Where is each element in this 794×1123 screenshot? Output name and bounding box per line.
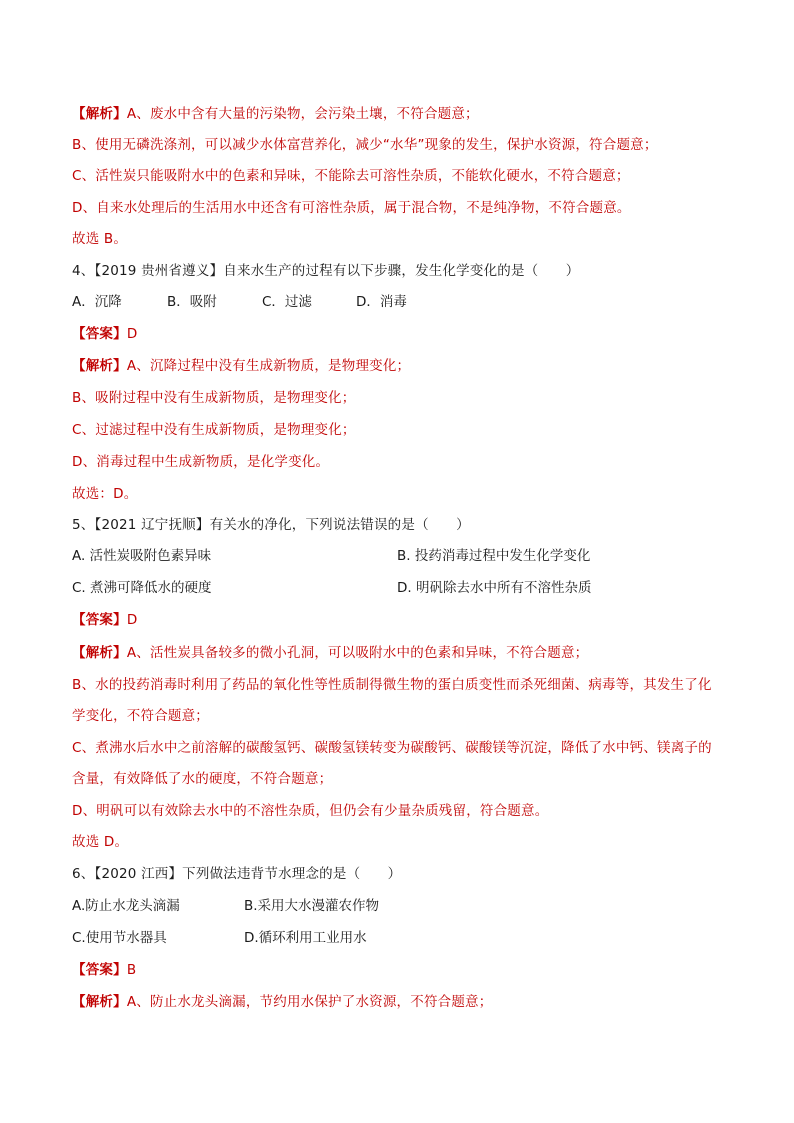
q3-analysis-d: D、自来水处理后的生活用水中还含有可溶性杂质，属于混合物，不是纯净物，不符合题意。 [72, 200, 631, 216]
q3-conclusion: 故选 B。 [72, 231, 128, 247]
q6-option-c: C.使用节水器具 [72, 930, 167, 946]
q6-option-d: D.循环利用工业用水 [244, 930, 367, 946]
q5-answer: 【答案】D [72, 612, 138, 628]
q5-analysis-c2: 含量，有效降低了水的硬度，不符合题意； [72, 771, 333, 787]
analysis-tag: 【解析】 [72, 645, 127, 661]
analysis-tag: 【解析】 [72, 106, 127, 122]
q4-option-d: D．消毒 [356, 294, 407, 310]
q4-analysis-c: C、过滤过程中没有生成新物质，是物理变化； [72, 422, 356, 438]
q6-option-a: A.防止水龙头滴漏 [72, 898, 180, 914]
q4-analysis-b: B、吸附过程中没有生成新物质，是物理变化； [72, 390, 356, 406]
q5-stem: 5、【2021 辽宁抚顺】有关水的净化，下列说法错误的是（ ） [72, 517, 470, 533]
q4-stem: 4、【2019 贵州省遵义】自来水生产的过程有以下步骤，发生化学变化的是（ ） [72, 263, 580, 279]
q6-analysis-a: 【解析】A、防止水龙头滴漏，节约用水保护了水资源，不符合题意； [72, 994, 493, 1010]
q5-option-c: C. 煮沸可降低水的硬度 [72, 580, 212, 596]
answer-tag: 【答案】 [72, 326, 127, 342]
q5-analysis-c1: C、煮沸水后水中之前溶解的碳酸氢钙、碳酸氢镁转变为碳酸钙、碳酸镁等沉淀，降低了水中钙、镁离子的 [72, 740, 712, 756]
q5-analysis-d: D、明矾可以有效除去水中的不溶性杂质，但仍会有少量杂质残留，符合题意。 [72, 803, 549, 819]
q3-analysis-c: C、活性炭只能吸附水中的色素和异味，不能除去可溶性杂质，不能软化硬水，不符合题意； [72, 168, 630, 184]
q6-option-b: B.采用大水漫灌农作物 [244, 898, 380, 914]
answer-tag: 【答案】 [72, 962, 127, 978]
q5-analysis-b1: B、水的投药消毒时利用了药品的氧化性等性质制得微生物的蛋白质变性而杀死细菌、病毒等，其发生了化 [72, 677, 712, 693]
q3-analysis-a: 【解析】A、废水中含有大量的污染物，会污染土壤，不符合题意； [72, 106, 479, 122]
q5-option-a: A. 活性炭吸附色素异味 [72, 548, 212, 564]
q5-conclusion: 故选 D。 [72, 834, 129, 850]
analysis-tag: 【解析】 [72, 358, 127, 374]
q4-conclusion: 故选：D。 [72, 486, 138, 502]
q4-option-a: A．沉降 [72, 294, 122, 310]
q6-stem: 6、【2020 江西】下列做法违背节水理念的是（ ） [72, 866, 402, 882]
q5-analysis-a: 【解析】A、活性炭具备较多的微小孔洞，可以吸附水中的色素和异味，不符合题意； [72, 645, 589, 661]
q4-answer: 【答案】D [72, 326, 138, 342]
q4-analysis-d: D、消毒过程中生成新物质，是化学变化。 [72, 454, 330, 470]
answer-tag: 【答案】 [72, 612, 127, 628]
q3-analysis-b: B、使用无磷洗涤剂，可以减少水体富营养化，减少“水华”现象的发生，保护水资源，符合题意； [72, 137, 658, 153]
q4-analysis-a: 【解析】A、沉降过程中没有生成新物质，是物理变化； [72, 358, 411, 374]
analysis-tag: 【解析】 [72, 994, 127, 1010]
q4-option-b: B．吸附 [167, 294, 217, 310]
q6-answer: 【答案】B [72, 962, 137, 978]
q5-option-b: B. 投药消毒过程中发生化学变化 [397, 548, 591, 564]
q4-option-c: C．过滤 [262, 294, 312, 310]
q5-analysis-b2: 学变化，不符合题意； [72, 708, 209, 724]
q5-option-d: D. 明矾除去水中所有不溶性杂质 [397, 580, 592, 596]
